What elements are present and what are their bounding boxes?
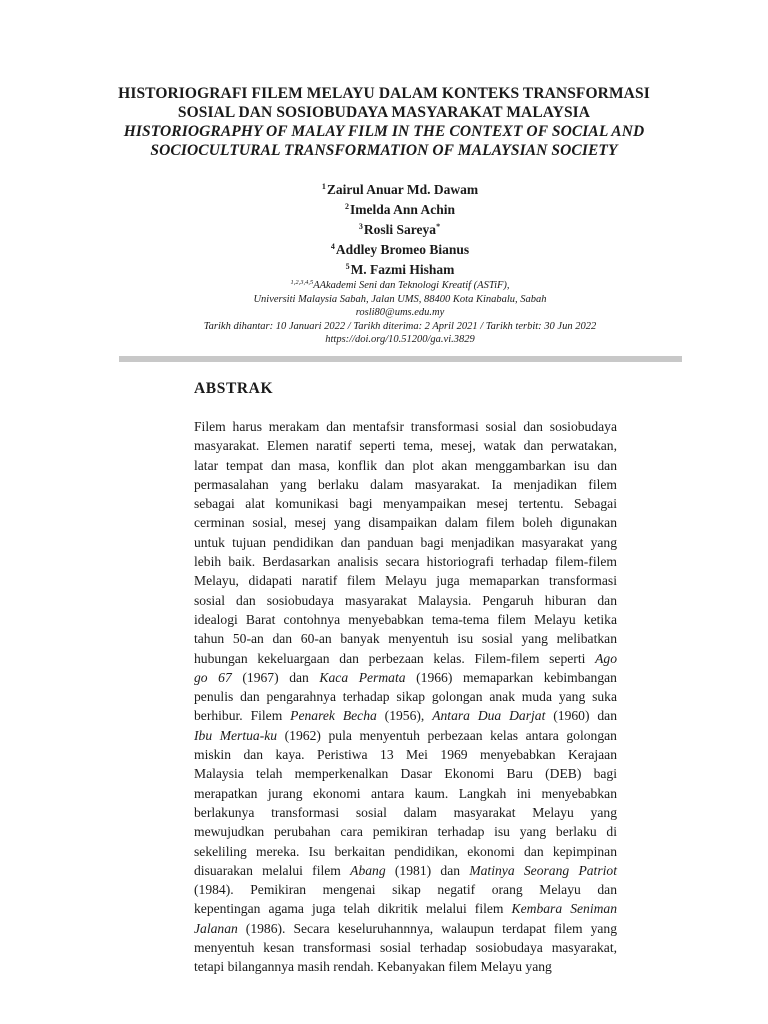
abstract-line: [194, 784, 617, 803]
abstract-text: latar tempat dan masa, konflik dan plot akan menggambarkan isu dan: [194, 457, 617, 473]
abstract-line: [194, 591, 617, 610]
abstract-text: berlakunya transformasi sosial dalam masyarakat Melayu yang: [194, 804, 617, 820]
film-title: Ibu Mertua-ku: [194, 727, 278, 743]
abstract-text: (1956),: [376, 708, 433, 724]
abstract-text: tetapi bilangannya masih rendah. Kebanyakan filem Melayu yang: [194, 959, 552, 975]
title-malay-line-1: HISTORIOGRAFI FILEM MELAYU DALAM KONTEKS TRANSFORMASI: [118, 85, 650, 102]
abstract-text: lebih baik. Berdasarkan analisis secara historiografi terhadap filem-filem: [194, 554, 617, 570]
author-name: Addley Bromeo Bianus: [335, 242, 470, 257]
abstract-text: (1986). Secara keseluruhannnya, walaupun terdapat filem yang: [237, 920, 617, 936]
abstract-text: masyarakat. Elemen naratif seperti tema, mesej, watak dan perwatakan,: [194, 438, 617, 454]
abstract-line: [194, 919, 617, 938]
author-number: 2: [344, 202, 349, 211]
abstract-body: [194, 417, 617, 977]
abstract-line: [194, 552, 617, 571]
author-name: Zairul Anuar Md. Dawam: [326, 182, 479, 197]
film-title: Matinya Seorang Patriot: [469, 862, 617, 878]
abstract-text: Filem harus merakam dan mentafsir transformasi sosial dan sosiobudaya: [194, 419, 617, 434]
abstract-line: [194, 822, 617, 841]
author: [0, 178, 768, 198]
abstract-text: (1966) memaparkan kebimbangan: [405, 669, 617, 685]
abstract-line: [194, 417, 617, 436]
abstract-line: [194, 629, 617, 648]
author: [0, 238, 768, 258]
abstract-line: [194, 436, 617, 455]
abstract-text: tahun 50-an dan 60-an banyak menyentuh isu sosial yang melibatkan: [194, 631, 617, 647]
author: [0, 218, 768, 238]
abstract-line: [194, 649, 617, 668]
abstract-line: [194, 668, 617, 687]
abstract-text: untuk tujuan pendidikan dan panduan bagi menjadikan masyarakat yang: [194, 534, 617, 550]
corresponding-author-mark: *: [436, 222, 441, 231]
abstract-text: hubungan kekeluargaan dan perbezaan kelas. Filem-filem seperti: [194, 650, 596, 666]
author-number: 5: [345, 262, 350, 271]
film-title: Antara Dua Darjat: [432, 708, 546, 724]
abstract-line: [194, 899, 617, 918]
section-divider: [119, 356, 682, 362]
author-number: 1: [321, 182, 326, 191]
abstract-line: [194, 861, 617, 880]
abstract-heading: ABSTRAK: [194, 380, 274, 397]
abstract-line: [194, 938, 617, 957]
abstract-text: permasalahan yang berlaku dalam masyarakat. Ia menjadikan filem: [194, 476, 617, 492]
film-title: Kaca Permata: [319, 669, 406, 685]
author-name: Rosli Sareya: [363, 222, 437, 237]
contact-email[interactable]: rosli80@ums.edu.my: [355, 307, 445, 318]
abstract-line: [194, 456, 617, 475]
article-title: [0, 84, 768, 160]
abstract-text: merapatkan jurang ekonomi antara kaum. Langkah ini menyebabkan: [194, 785, 617, 801]
author-name: M. Fazmi Hisham: [350, 262, 455, 277]
abstract-text: (1967) dan: [231, 669, 320, 685]
abstract-text: mewujudkan perubahan cara pemikiran terhadap isu yang berlaku di: [194, 824, 617, 840]
abstract-line: [194, 842, 617, 861]
doi-link[interactable]: https://doi.org/10.51200/ga.vi.3829: [325, 334, 475, 345]
abstract-text: menyentuh kesan transformasi sosial terhadap sosiobudaya masyarakat,: [194, 940, 617, 956]
abstract-line: [194, 610, 617, 629]
abstract-text: (1960) dan: [545, 708, 617, 724]
author: [0, 198, 768, 218]
abstract-text: (1981) dan: [385, 862, 470, 878]
abstract-line: [194, 571, 617, 590]
abstract-line: [194, 957, 617, 976]
film-title: Jalanan: [194, 920, 238, 936]
affiliation-block: [0, 276, 768, 347]
abstract-text: idealogi Barat contohnya menyebabkan tema-tema filem Melayu ketika: [194, 611, 617, 627]
author-name: Imelda Ann Achin: [349, 202, 456, 217]
abstract-line: [194, 880, 617, 899]
author-list: [0, 178, 768, 278]
abstract-text: disuarakan melalui filem: [194, 862, 351, 878]
abstract-line: [194, 706, 617, 725]
film-title: Penarek Becha: [290, 708, 377, 724]
abstract-line: [194, 475, 617, 494]
publication-dates: Tarikh dihantar: 10 Januari 2022 / Tarikh diterima: 2 April 2021 / Tarikh terbit: 30 Jun 2022: [203, 320, 597, 332]
abstract-text: cerminan sosial, mesej yang disampaikan dalam filem boleh digunakan: [194, 515, 617, 531]
abstract-text: berhibur. Filem: [194, 708, 291, 724]
affiliation-institute: AAkademi Seni dan Teknologi Kreatif (ASTiF),: [313, 280, 510, 291]
abstract-text: Melayu, didapati naratif filem Melayu juga memaparkan transformasi: [194, 573, 617, 589]
abstract-text: (1962) pula menyentuh perbezaan kelas antara golongan: [277, 727, 617, 743]
abstract-line: [194, 803, 617, 822]
author-number: 4: [330, 242, 335, 251]
film-title: Ago: [595, 650, 617, 666]
abstract-line: [194, 533, 617, 552]
title-english-line-2: SOCIOCULTURAL TRANSFORMATION OF MALAYSIAN SOCIETY: [150, 142, 618, 159]
abstract-text: Malaysia telah memperkenalkan Dasar Ekonomi Baru (DEB) bagi: [194, 766, 617, 782]
film-title: Abang: [350, 862, 386, 878]
film-title: go 67: [194, 669, 232, 685]
abstract-text: sebagai alat komunikasi bagi menyampaikan mesej tertentu. Sebagai: [194, 496, 617, 512]
abstract-text: (1984). Pemikiran mengenai sikap negatif orang Melayu dan: [194, 882, 617, 898]
author-number: 3: [358, 222, 363, 231]
abstract-line: [194, 687, 617, 706]
author: [0, 258, 768, 278]
title-malay-line-2: SOSIAL DAN SOSIOBUDAYA MASYARAKAT MALAYSIA: [177, 104, 591, 121]
abstract-line: [194, 726, 617, 745]
abstract-text: miskin dan kaya. Peristiwa 13 Mei 1969 menyebabkan Kerajaan: [194, 747, 617, 763]
abstract-line: [194, 764, 617, 783]
abstract-line: [194, 494, 617, 513]
film-title: Kembara Seniman: [511, 901, 618, 917]
affiliation-numbers: 1,2,3,4,5: [290, 279, 314, 286]
title-english-line-1: HISTORIOGRAPHY OF MALAY FILM IN THE CONTEXT OF SOCIAL AND: [123, 123, 645, 140]
abstract-text: penulis dan pengarahnya terhadap sikap golongan anak muda yang suka: [194, 689, 617, 705]
abstract-text: kepentingan agama juga telah dikritik melalui filem: [194, 901, 512, 917]
abstract-text: sosial dan sosiobudaya masyarakat Malaysia. Pengaruh hiburan dan: [194, 592, 617, 608]
abstract-line: [194, 745, 617, 764]
affiliation-line-1: [0, 276, 768, 293]
abstract-line: [194, 513, 617, 532]
abstract-text: sekeliling mereka. Isu berkaitan pendidikan, ekonomi dan kepimpinan: [194, 843, 617, 859]
affiliation-line-2: Universiti Malaysia Sabah, Jalan UMS, 88400 Kota Kinabalu, Sabah: [253, 293, 547, 305]
